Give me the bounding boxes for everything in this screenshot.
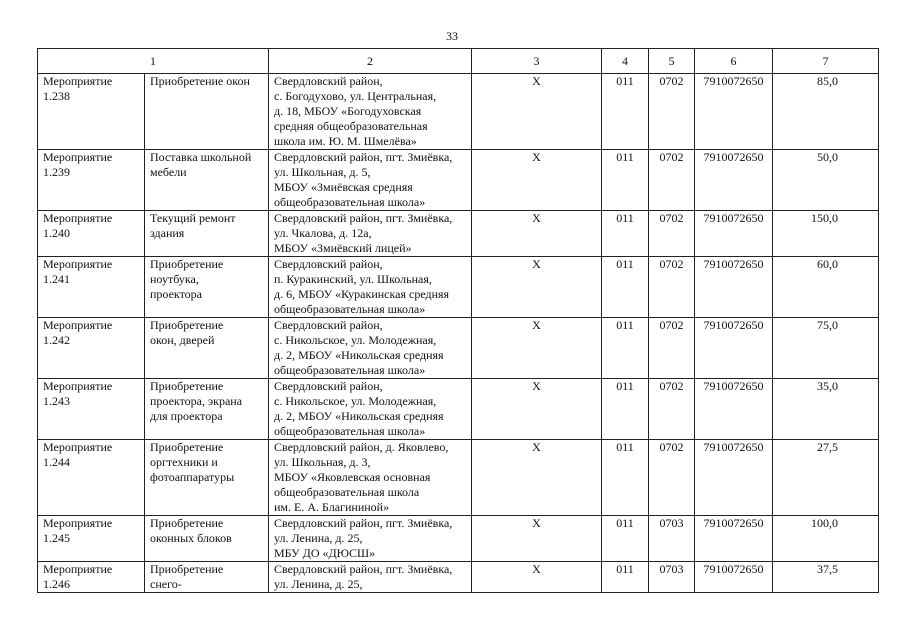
address-cell-line: общеобразовательная школа»	[274, 195, 426, 209]
budget-table	[37, 48, 879, 593]
address-cell	[269, 379, 472, 440]
address-cell-line: Свердловский район, д. Яковлево,	[274, 440, 449, 454]
description-cell-line: оконных блоков	[150, 531, 232, 545]
section-cell: 0702	[649, 257, 695, 318]
description-cell-line: здания	[150, 226, 185, 240]
address-cell-line: ул. Ленина, д. 25,	[274, 531, 363, 545]
mark-cell: X	[472, 440, 602, 516]
address-cell-line: ул. Ленина, д. 25,	[274, 577, 363, 591]
section-cell: 0702	[649, 150, 695, 211]
code-cell: 011	[602, 74, 649, 150]
amount-cell: 37,5	[773, 562, 879, 593]
measure-id-cell-line: 1.242	[43, 333, 70, 347]
description-cell	[145, 379, 269, 440]
measure-id-cell	[38, 257, 145, 318]
amount-cell: 85,0	[773, 74, 879, 150]
section-cell: 0703	[649, 516, 695, 562]
mark-cell: X	[472, 257, 602, 318]
amount-cell: 50,0	[773, 150, 879, 211]
address-cell-line: д. 2, МБОУ «Никольская средняя	[274, 409, 444, 423]
description-cell-line: снего-	[150, 577, 182, 591]
measure-id-cell-line: Мероприятие	[43, 562, 113, 576]
address-cell-line: д. 6, МБОУ «Куракинская средняя	[274, 287, 450, 301]
table-row	[38, 74, 879, 150]
address-cell-line: МБОУ «Змиёвская средняя	[274, 180, 413, 194]
address-cell-line: Свердловский район, пгт. Змиёвка,	[274, 562, 453, 576]
table-row	[38, 257, 879, 318]
header-cell: 2	[269, 49, 472, 74]
measure-id-cell	[38, 74, 145, 150]
mark-cell: X	[472, 74, 602, 150]
address-cell-line: Свердловский район,	[274, 74, 383, 88]
target-code-cell: 7910072650	[695, 74, 773, 150]
address-cell	[269, 440, 472, 516]
target-code-cell: 7910072650	[695, 257, 773, 318]
table-row	[38, 379, 879, 440]
section-cell: 0702	[649, 440, 695, 516]
measure-id-cell	[38, 211, 145, 257]
header-cell: 6	[695, 49, 773, 74]
address-cell-line: Свердловский район,	[274, 257, 383, 271]
address-cell	[269, 211, 472, 257]
address-cell	[269, 74, 472, 150]
measure-id-cell-line: 1.241	[43, 272, 70, 286]
target-code-cell: 7910072650	[695, 516, 773, 562]
measure-id-cell	[38, 440, 145, 516]
description-cell-line: Приобретение окон	[150, 74, 250, 88]
description-cell	[145, 257, 269, 318]
address-cell-line: общеобразовательная школа	[274, 485, 420, 499]
address-cell-line: МБОУ «Яковлевская основная	[274, 470, 431, 484]
target-code-cell: 7910072650	[695, 440, 773, 516]
amount-cell: 27,5	[773, 440, 879, 516]
measure-id-cell	[38, 379, 145, 440]
address-cell-line: с. Никольское, ул. Молодежная,	[274, 333, 437, 347]
description-cell-line: проектора, экрана	[150, 394, 243, 408]
description-cell	[145, 211, 269, 257]
address-cell-line: общеобразовательная школа»	[274, 424, 426, 438]
amount-cell: 150,0	[773, 211, 879, 257]
measure-id-cell	[38, 318, 145, 379]
address-cell-line: д. 2, МБОУ «Никольская средняя	[274, 348, 444, 362]
table-row	[38, 516, 879, 562]
header-cell: 1	[38, 49, 269, 74]
amount-cell: 35,0	[773, 379, 879, 440]
target-code-cell: 7910072650	[695, 379, 773, 440]
page-number: 33	[446, 29, 458, 43]
address-cell-line: МБУ ДО «ДЮСШ»	[274, 546, 376, 560]
address-cell	[269, 318, 472, 379]
description-cell-line: Приобретение	[150, 257, 224, 271]
address-cell	[269, 562, 472, 593]
address-cell-line: средняя общеобразовательная	[274, 119, 428, 133]
mark-cell: X	[472, 318, 602, 379]
address-cell-line: Свердловский район, пгт. Змиёвка,	[274, 516, 453, 530]
table-row	[38, 211, 879, 257]
description-cell-line: Приобретение	[150, 318, 224, 332]
mark-cell: X	[472, 211, 602, 257]
code-cell: 011	[602, 440, 649, 516]
address-cell-line: ул. Школьная, д. 3,	[274, 455, 371, 469]
measure-id-cell-line: 1.246	[43, 577, 70, 591]
address-cell-line: Свердловский район,	[274, 379, 383, 393]
measure-id-cell-line: Мероприятие	[43, 440, 113, 454]
address-cell-line: д. 18, МБОУ «Богодуховская	[274, 104, 422, 118]
address-cell-line: общеобразовательная школа»	[274, 302, 426, 316]
address-cell-line: Свердловский район,	[274, 318, 383, 332]
table-row	[38, 562, 879, 593]
code-cell: 011	[602, 257, 649, 318]
code-cell: 011	[602, 150, 649, 211]
measure-id-cell-line: 1.240	[43, 226, 70, 240]
amount-cell: 75,0	[773, 318, 879, 379]
target-code-cell: 7910072650	[695, 211, 773, 257]
measure-id-cell-line: Мероприятие	[43, 379, 113, 393]
address-cell-line: Свердловский район, пгт. Змиёвка,	[274, 211, 453, 225]
description-cell-line: Приобретение	[150, 440, 224, 454]
header-cell: 4	[602, 49, 649, 74]
mark-cell: X	[472, 562, 602, 593]
description-cell-line: ноутбука,	[150, 272, 199, 286]
address-cell-line: с. Никольское, ул. Молодежная,	[274, 394, 437, 408]
description-cell	[145, 562, 269, 593]
mark-cell: X	[472, 379, 602, 440]
section-cell: 0702	[649, 379, 695, 440]
description-cell-line: Приобретение	[150, 562, 224, 576]
section-cell: 0702	[649, 74, 695, 150]
mark-cell: X	[472, 150, 602, 211]
description-cell-line: фотоаппаратуры	[150, 470, 235, 484]
address-cell-line: п. Куракинский, ул. Школьная,	[274, 272, 432, 286]
target-code-cell: 7910072650	[695, 562, 773, 593]
description-cell-line: Приобретение	[150, 379, 224, 393]
measure-id-cell	[38, 562, 145, 593]
code-cell: 011	[602, 379, 649, 440]
header-cell: 7	[773, 49, 879, 74]
description-cell-line: оргтехники и	[150, 455, 218, 469]
measure-id-cell	[38, 150, 145, 211]
table-row	[38, 150, 879, 211]
description-cell-line: для проектора	[150, 409, 223, 423]
header-row	[38, 49, 879, 74]
address-cell	[269, 150, 472, 211]
description-cell-line: мебели	[150, 165, 187, 179]
address-cell-line: им. Е. А. Благининой»	[274, 500, 390, 514]
code-cell: 011	[602, 318, 649, 379]
measure-id-cell-line: Мероприятие	[43, 516, 113, 530]
description-cell-line: Текущий ремонт	[150, 211, 236, 225]
measure-id-cell-line: Мероприятие	[43, 257, 113, 271]
code-cell: 011	[602, 516, 649, 562]
mark-cell: X	[472, 516, 602, 562]
address-cell	[269, 516, 472, 562]
measure-id-cell-line: 1.238	[43, 89, 70, 103]
measure-id-cell-line: 1.244	[43, 455, 70, 469]
amount-cell: 60,0	[773, 257, 879, 318]
address-cell-line: с. Богодухово, ул. Центральная,	[274, 89, 437, 103]
measure-id-cell-line: Мероприятие	[43, 211, 113, 225]
section-cell: 0703	[649, 562, 695, 593]
section-cell: 0702	[649, 211, 695, 257]
address-cell-line: общеобразовательная школа»	[274, 363, 426, 377]
address-cell-line: ул. Школьная, д. 5,	[274, 165, 371, 179]
table-row	[38, 318, 879, 379]
table-row	[38, 440, 879, 516]
header-cell: 5	[649, 49, 695, 74]
code-cell: 011	[602, 211, 649, 257]
amount-cell: 100,0	[773, 516, 879, 562]
address-cell	[269, 257, 472, 318]
measure-id-cell-line: 1.239	[43, 165, 70, 179]
description-cell	[145, 318, 269, 379]
description-cell-line: Поставка школьной	[150, 150, 252, 164]
measure-id-cell-line: 1.245	[43, 531, 70, 545]
measure-id-cell-line: 1.243	[43, 394, 70, 408]
description-cell-line: окон, дверей	[150, 333, 215, 347]
target-code-cell: 7910072650	[695, 150, 773, 211]
target-code-cell: 7910072650	[695, 318, 773, 379]
address-cell-line: школа им. Ю. М. Шмелёва»	[274, 134, 417, 148]
section-cell: 0702	[649, 318, 695, 379]
measure-id-cell-line: Мероприятие	[43, 74, 113, 88]
description-cell-line: проектора	[150, 287, 202, 301]
measure-id-cell	[38, 516, 145, 562]
description-cell	[145, 516, 269, 562]
address-cell-line: ул. Чкалова, д. 12а,	[274, 226, 372, 240]
measure-id-cell-line: Мероприятие	[43, 318, 113, 332]
description-cell	[145, 440, 269, 516]
measure-id-cell-line: Мероприятие	[43, 150, 113, 164]
address-cell-line: МБОУ «Змиёвский лицей»	[274, 241, 412, 255]
description-cell-line: Приобретение	[150, 516, 224, 530]
code-cell: 011	[602, 562, 649, 593]
address-cell-line: Свердловский район, пгт. Змиёвка,	[274, 150, 453, 164]
description-cell	[145, 74, 269, 150]
header-cell: 3	[472, 49, 602, 74]
description-cell	[145, 150, 269, 211]
